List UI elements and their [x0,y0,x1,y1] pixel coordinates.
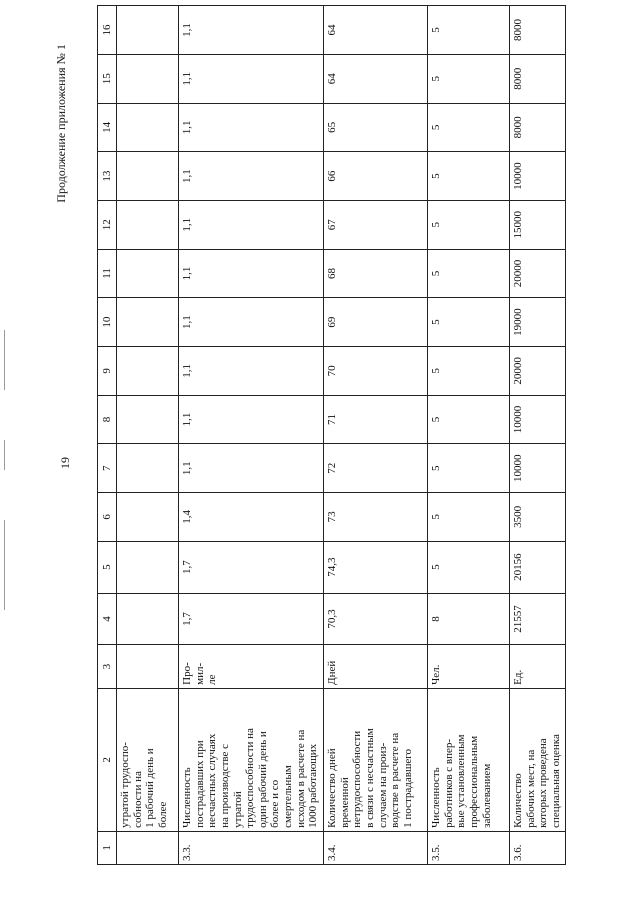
indicator-line: работников с впер- [442,738,455,828]
value-cell: 5 [428,493,510,542]
indicator-line: 1 пострадавшего [401,748,414,828]
value-cell: 1,1 [179,347,324,396]
indicator-line: нетрудоспособности [351,730,364,828]
unit: Чел. [428,645,510,689]
table-row [324,6,428,865]
value-cell: 8000 [510,103,566,152]
table-row [510,6,566,865]
value-cell [117,493,179,542]
value-cell: 73 [324,493,428,542]
value-cell: 64 [324,6,428,55]
row-number: 3.6. [510,831,566,864]
unit: Про- мил- ле [179,645,324,689]
value-cell: 64 [324,54,428,103]
indicator-line: временной [338,777,351,828]
value-cell: 10000 [510,395,566,444]
value-cell: 1,1 [179,444,324,493]
indicator-line: утратой трудоспо- [119,742,131,828]
value-cell: 5 [428,444,510,493]
indicator-line: вые установленным [455,734,468,828]
value-cell: 5 [428,541,510,593]
value-cell: 1,1 [179,103,324,152]
value-cell [117,249,179,298]
indicator-line: Количество дней [326,748,338,828]
value-cell: 5 [428,395,510,444]
value-cell: 70,3 [324,593,428,645]
table-row [117,6,179,865]
row-number: 3.4. [324,831,428,864]
row-number [117,831,179,864]
indicator-line: в связи с несчастным [363,728,376,828]
column-number: 4 [98,593,117,645]
column-number: 5 [98,541,117,593]
value-cell: 21557 [510,593,566,645]
column-number: 2 [98,688,117,831]
indicator-line: случаем на произ- [376,742,389,828]
indicator-line: 1000 работающих [307,743,320,828]
column-number: 6 [98,493,117,542]
value-cell: 5 [428,54,510,103]
indicator-line: трудоспособности на [244,728,257,828]
column-number: 16 [98,6,117,55]
indicator-name [179,688,324,831]
unit: Ед. [510,645,566,689]
indicator-line: Численность [430,767,442,828]
indicator-line: утратой [231,791,244,828]
indicator-line: несчастных случаях [206,733,219,828]
value-cell: 71 [324,395,428,444]
value-cell [117,444,179,493]
value-cell: 72 [324,444,428,493]
appendix-note: Продолжение приложения № 1 [54,44,68,203]
indicator-line: Количество [512,773,524,828]
indicator-line: 1 рабочий день и [144,748,157,828]
value-cell: 1,7 [179,593,324,645]
value-cell: 3500 [510,493,566,542]
value-cell: 20156 [510,541,566,593]
value-cell: 1,1 [179,200,324,249]
indicator-line: специальная оценка [549,734,562,828]
value-cell: 1,1 [179,298,324,347]
value-cell [117,6,179,55]
indicator-line: более и со [269,779,282,828]
row-number: 3.5. [428,831,510,864]
indicator-line: на производстве с [218,743,231,828]
value-cell [117,200,179,249]
column-number: 12 [98,200,117,249]
column-number: 1 [98,831,117,864]
value-cell: 20000 [510,347,566,396]
column-number: 7 [98,444,117,493]
value-cell: 5 [428,200,510,249]
column-number: 11 [98,249,117,298]
table-row [179,6,324,865]
value-cell: 70 [324,347,428,396]
indicator-line: смертельным [282,765,295,828]
value-cell: 66 [324,152,428,201]
indicator-line: водстве в расчете на [389,732,402,828]
value-cell: 10000 [510,444,566,493]
column-number: 13 [98,152,117,201]
value-cell [117,395,179,444]
indicator-name [117,688,179,831]
value-cell [117,347,179,396]
value-cell: 8000 [510,6,566,55]
indicator-line: один рабочий день и [256,731,269,828]
column-number: 3 [98,645,117,689]
indicator-line: собности на [131,771,144,828]
table-row [428,6,510,865]
value-cell: 1,1 [179,54,324,103]
value-cell: 8000 [510,54,566,103]
value-cell: 1,7 [179,541,324,593]
value-cell: 74,3 [324,541,428,593]
value-cell: 5 [428,249,510,298]
indicator-name [324,688,428,831]
indicator-line: которых проведена [537,738,550,828]
indicator-line: заболеванием [480,763,493,828]
value-cell: 5 [428,347,510,396]
value-cell: 1,1 [179,152,324,201]
value-cell [117,593,179,645]
column-number: 8 [98,395,117,444]
indicator-name [428,688,510,831]
value-cell: 68 [324,249,428,298]
value-cell [117,152,179,201]
column-number: 10 [98,298,117,347]
value-cell: 10000 [510,152,566,201]
value-cell: 5 [428,103,510,152]
column-number: 15 [98,54,117,103]
indicator-line: пострадавших при [193,740,206,828]
header-row [98,6,117,865]
value-cell: 1,1 [179,249,324,298]
column-number: 9 [98,347,117,396]
value-cell: 69 [324,298,428,347]
value-cell [117,541,179,593]
value-cell: 1,1 [179,6,324,55]
value-cell [117,103,179,152]
value-cell: 5 [428,298,510,347]
unit: Дней [324,645,428,689]
indicator-line: исходом в расчете на [294,729,307,828]
unit [117,645,179,689]
value-cell: 67 [324,200,428,249]
indicator-line: профессиональным [467,735,480,828]
value-cell: 15000 [510,200,566,249]
value-cell: 1,4 [179,493,324,542]
value-cell [117,298,179,347]
value-cell: 65 [324,103,428,152]
value-cell: 5 [428,152,510,201]
row-number: 3.3. [179,831,324,864]
value-cell: 5 [428,6,510,55]
value-cell: 20000 [510,249,566,298]
indicator-line: более [156,801,169,828]
indicator-name [510,688,566,831]
value-cell: 8 [428,593,510,645]
value-cell: 19000 [510,298,566,347]
value-cell: 1,1 [179,395,324,444]
indicators-table [97,5,566,865]
page-number: 19 [58,457,72,469]
value-cell [117,54,179,103]
indicator-line: Численность [181,767,193,828]
column-number: 14 [98,103,117,152]
indicator-line: рабочих мест, на [524,749,537,828]
